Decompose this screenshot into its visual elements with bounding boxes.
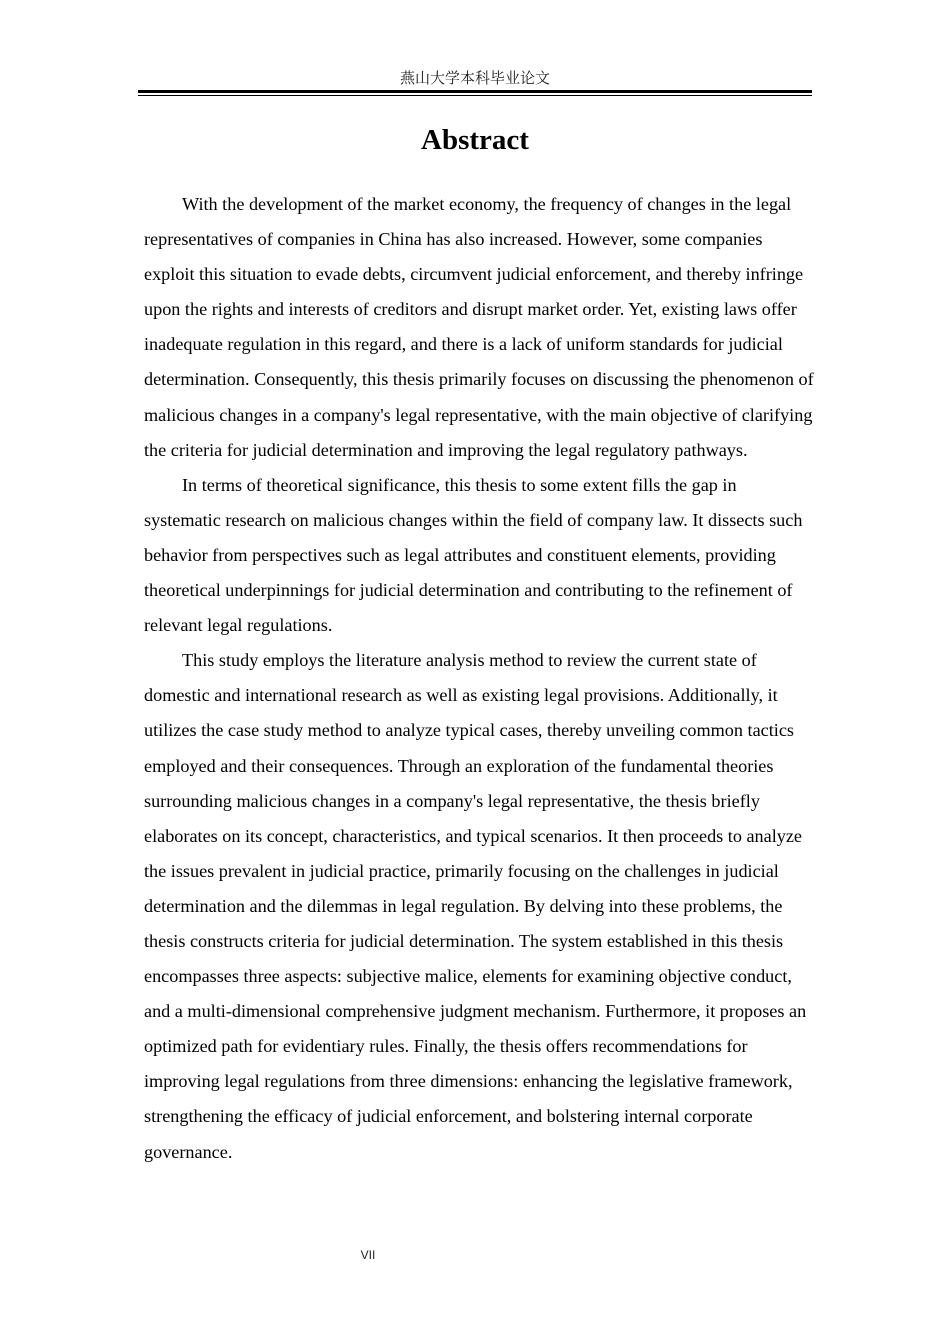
running-header: 燕山大学本科毕业论文 [399, 69, 550, 87]
page-number: VII [360, 1248, 376, 1262]
abstract-paragraph-1: With the development of the market economy, the frequency of changes in the legal representatives of companies in China has also increased. However, some companies exploit this situation to evade debts, circumvent judicial enforcement, and thereby infringe upon the rights and interests of creditors and disrupt market order. Yet, existing laws offer inadequate regulation in this regard, and there is a lack of uniform standards for judicial determination. Consequently, this thesis primarily focuses on discussing the phenomenon of malicious changes in a company's legal representative, with the main objective of clarifying the criteria for judicial determination and improving the legal regulatory pathways. [144, 194, 814, 460]
abstract-title: Abstract [421, 124, 529, 156]
header-rule-thin [138, 95, 812, 96]
header-rule-thick [138, 90, 812, 93]
abstract-paragraph-3: This study employs the literature analysis method to review the current state of domestic and international research as well as existing legal provisions. Additionally, it utilizes the case study method to analyze typical cases, thereby unveiling common tactics employed and their consequences. Through an exploration of the fundamental theories surrounding malicious changes in a company's legal representative, the thesis briefly elaborates on its concept, characteristics, and typical scenarios. It then proceeds to analyze the issues prevalent in judicial practice, primarily focusing on the challenges in judicial determination and the dilemmas in legal regulation. By delving into these problems, the thesis constructs criteria for judicial determination. The system established in this thesis encompasses three aspects: subjective malice, elements for examining objective conduct, and a multi-dimensional comprehensive judgment mechanism. Furthermore, it proposes an optimized path for evidentiary rules. Finally, the thesis offers recommendations for improving legal regulations from three dimensions: enhancing the legislative framework, strengthening the efficacy of judicial enforcement, and bolstering internal corporate governance. [144, 650, 807, 1162]
header-double-rule [138, 90, 812, 96]
abstract-paragraph-2: In terms of theoretical significance, this thesis to some extent fills the gap in systematic research on malicious changes within the field of company law. It dissects such behavior from perspectives such as legal attributes and constituent elements, providing theoretical underpinnings for judicial determination and contributing to the refinement of relevant legal regulations. [144, 474, 803, 636]
abstract-body [144, 187, 814, 1170]
